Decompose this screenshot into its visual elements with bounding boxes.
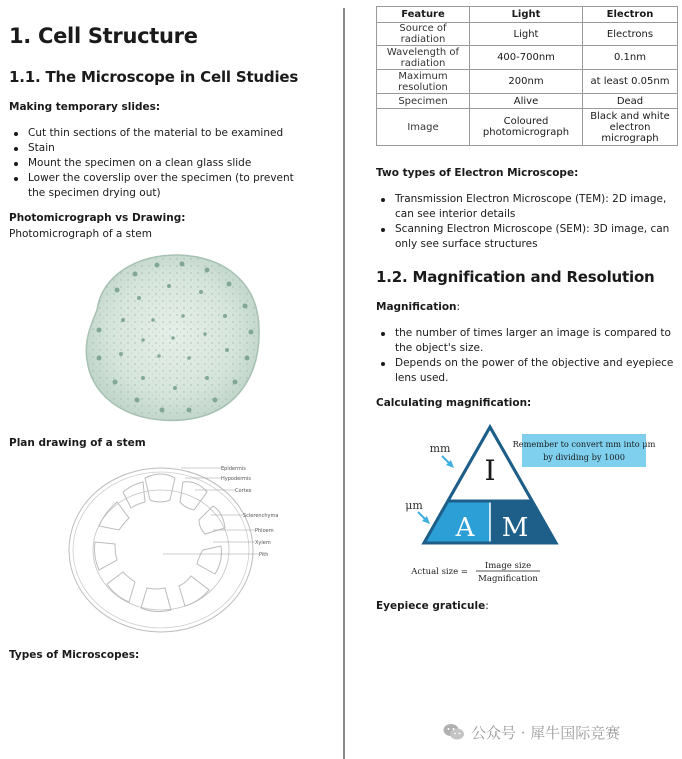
list-item: Stain bbox=[11, 141, 311, 156]
wechat-icon bbox=[443, 723, 465, 741]
table-row bbox=[377, 23, 678, 46]
conversion-note-line1: Remember to convert mm into μm bbox=[512, 439, 656, 449]
table-cell: 0.1nm bbox=[583, 46, 678, 70]
table-cell: 400-700nm bbox=[470, 46, 583, 70]
page-title: 1. Cell Structure bbox=[9, 24, 198, 48]
section-heading-1-2: 1.2. Magnification and Resolution bbox=[376, 268, 655, 286]
column-divider bbox=[343, 8, 345, 759]
list-item: Scanning Electron Microscope (SEM): 3D image, can only see surface structures bbox=[378, 222, 678, 252]
table-cell: Wavelength of radiation bbox=[377, 46, 470, 70]
section-heading-1-1: 1.1. The Microscope in Cell Studies bbox=[9, 68, 299, 86]
calc-magnification-heading: Calculating magnification: bbox=[376, 397, 532, 409]
table-row bbox=[377, 70, 678, 94]
graticule-heading: Eyepiece graticule bbox=[376, 600, 486, 612]
table-cell: Black and white electron micrograph bbox=[583, 109, 678, 146]
table-header: Electron bbox=[583, 7, 678, 23]
temp-slides-heading: Making temporary slides: bbox=[9, 101, 161, 113]
em-types-list bbox=[378, 192, 678, 252]
left-column bbox=[9, 0, 334, 759]
table-cell: Light bbox=[470, 23, 583, 46]
label-pith: Pith bbox=[259, 552, 269, 558]
list-item: Lower the coverslip over the specimen (to prevent the specimen drying out) bbox=[11, 171, 311, 201]
formula-numerator: Image size bbox=[484, 561, 532, 571]
unit-mm-label: mm bbox=[429, 442, 451, 455]
table-cell: Image bbox=[377, 109, 470, 146]
table-cell: Alive bbox=[470, 94, 583, 109]
microscope-comparison-table bbox=[376, 6, 678, 146]
table-cell: Specimen bbox=[377, 94, 470, 109]
magnification-colon: : bbox=[456, 301, 461, 313]
types-of-microscopes-heading: Types of Microscopes: bbox=[9, 649, 140, 661]
list-item: the number of times larger an image is compared to the object's size. bbox=[378, 326, 678, 356]
triangle-letter-a: A bbox=[455, 513, 475, 543]
table-cell: at least 0.05nm bbox=[583, 70, 678, 94]
label-phloem: Phloem bbox=[255, 528, 274, 534]
stem-photomicrograph bbox=[77, 250, 267, 425]
table-cell: Source of radiation bbox=[377, 23, 470, 46]
table-row bbox=[377, 46, 678, 70]
label-hypodermis: Hypodermis bbox=[221, 476, 252, 482]
graticule-colon: : bbox=[485, 600, 489, 612]
magnification-heading-line bbox=[376, 300, 460, 315]
table-cell: Electrons bbox=[583, 23, 678, 46]
label-xylem: Xylem bbox=[255, 540, 271, 546]
table-cell: 200nm bbox=[470, 70, 583, 94]
list-item: Mount the specimen on a clean glass slide bbox=[11, 156, 311, 171]
triangle-letter-m: M bbox=[501, 513, 529, 543]
table-header-row bbox=[377, 7, 678, 23]
magnification-triangle-diagram bbox=[388, 422, 658, 592]
table-header: Feature bbox=[377, 7, 470, 23]
label-epidermis: Epidermis bbox=[221, 466, 246, 472]
photo-caption: Photomicrograph of a stem bbox=[9, 228, 152, 240]
plan-drawing-heading: Plan drawing of a stem bbox=[9, 437, 146, 449]
graticule-heading-line bbox=[376, 599, 489, 614]
em-types-heading: Two types of Electron Microscope: bbox=[376, 167, 579, 179]
magnification-heading: Magnification bbox=[376, 301, 457, 313]
list-item: Cut thin sections of the material to be examined bbox=[11, 126, 311, 141]
table-row bbox=[377, 94, 678, 109]
table-header: Light bbox=[470, 7, 583, 23]
list-item: Depends on the power of the objective and eyepiece lens used. bbox=[378, 356, 678, 386]
photo-vs-drawing-heading: Photomicrograph vs Drawing: bbox=[9, 212, 186, 224]
label-cortex: Cortex bbox=[235, 488, 252, 494]
table-row bbox=[377, 109, 678, 146]
triangle-letter-i: I bbox=[484, 454, 496, 487]
watermark-text: 公众号 · 犀牛国际竞赛 bbox=[471, 723, 621, 742]
formula-denominator: Magnification bbox=[478, 574, 538, 584]
conversion-note-line2: by dividing by 1000 bbox=[543, 452, 625, 462]
list-item: Transmission Electron Microscope (TEM): 2D image, can see interior details bbox=[378, 192, 678, 222]
magnification-list bbox=[378, 326, 678, 386]
table-cell: Maximum resolution bbox=[377, 70, 470, 94]
table-cell: Dead bbox=[583, 94, 678, 109]
label-sclerenchyma: Sclerenchyma bbox=[243, 513, 279, 519]
temp-slides-list bbox=[11, 126, 311, 201]
formula-lhs: Actual size = bbox=[411, 567, 468, 577]
right-column bbox=[376, 0, 676, 759]
watermark bbox=[443, 720, 620, 744]
unit-um-label: μm bbox=[405, 499, 423, 512]
stem-plan-drawing bbox=[63, 458, 313, 638]
table-cell: Coloured photomicrograph bbox=[470, 109, 583, 146]
